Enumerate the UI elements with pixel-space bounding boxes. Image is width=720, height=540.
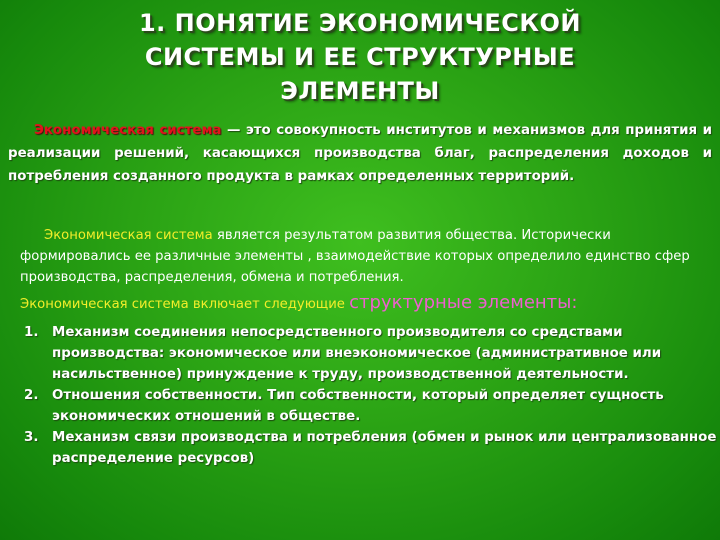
definition-term: Экономическая система: [34, 123, 222, 138]
list-item-text: Механизм связи производства и потребления (обмен и рынок или централизованное распределение ресурсов): [52, 430, 717, 466]
structural-elements-list: [24, 322, 718, 469]
definition-paragraph: [8, 119, 712, 188]
title-line: СИСТЕМЫ И ЕЕ СТРУКТУРНЫЕ: [144, 43, 576, 71]
includes-line: [20, 290, 716, 318]
structural-elements-highlight: структурные элементы:: [349, 292, 578, 313]
includes-text: Экономическая система включает следующие: [20, 297, 350, 312]
title-line: ЭЛЕМЕНТЫ: [280, 77, 440, 105]
definition-text: — это совокупность институтов и механизмов для принятия и реализации решений, касающихся производства благ, распределения доходов и потребления созданного продукта в рамках определенных территорий.: [8, 123, 713, 184]
slide-title: [20, 6, 700, 108]
list-item-text: Механизм соединения непосредственного производителя со средствами производства: экономическое или внеэкономическое (административное или насильственное) принуждение к труду, производственной деятельности.: [52, 325, 662, 382]
list-item-text: Отношения собственности. Тип собственности, который определяет сущность экономических отношений в обществе.: [52, 388, 664, 424]
history-text: является результатом развития общества. Исторически формировались ее различные элементы , взаимодействие которых определило единство сфер производства, распределения, обмена и потребления.: [20, 228, 690, 285]
history-paragraph: [20, 225, 716, 288]
list-item-number: 2.: [24, 388, 39, 403]
list-item: [24, 427, 718, 469]
list-item: [24, 322, 718, 385]
list-item-number: 3.: [24, 430, 39, 445]
title-line: 1. ПОНЯТИЕ ЭКОНОМИЧЕСКОЙ: [138, 9, 582, 37]
history-term: Экономическая система: [44, 228, 213, 243]
list-item-number: 1.: [24, 325, 39, 340]
list-item: [24, 385, 718, 427]
